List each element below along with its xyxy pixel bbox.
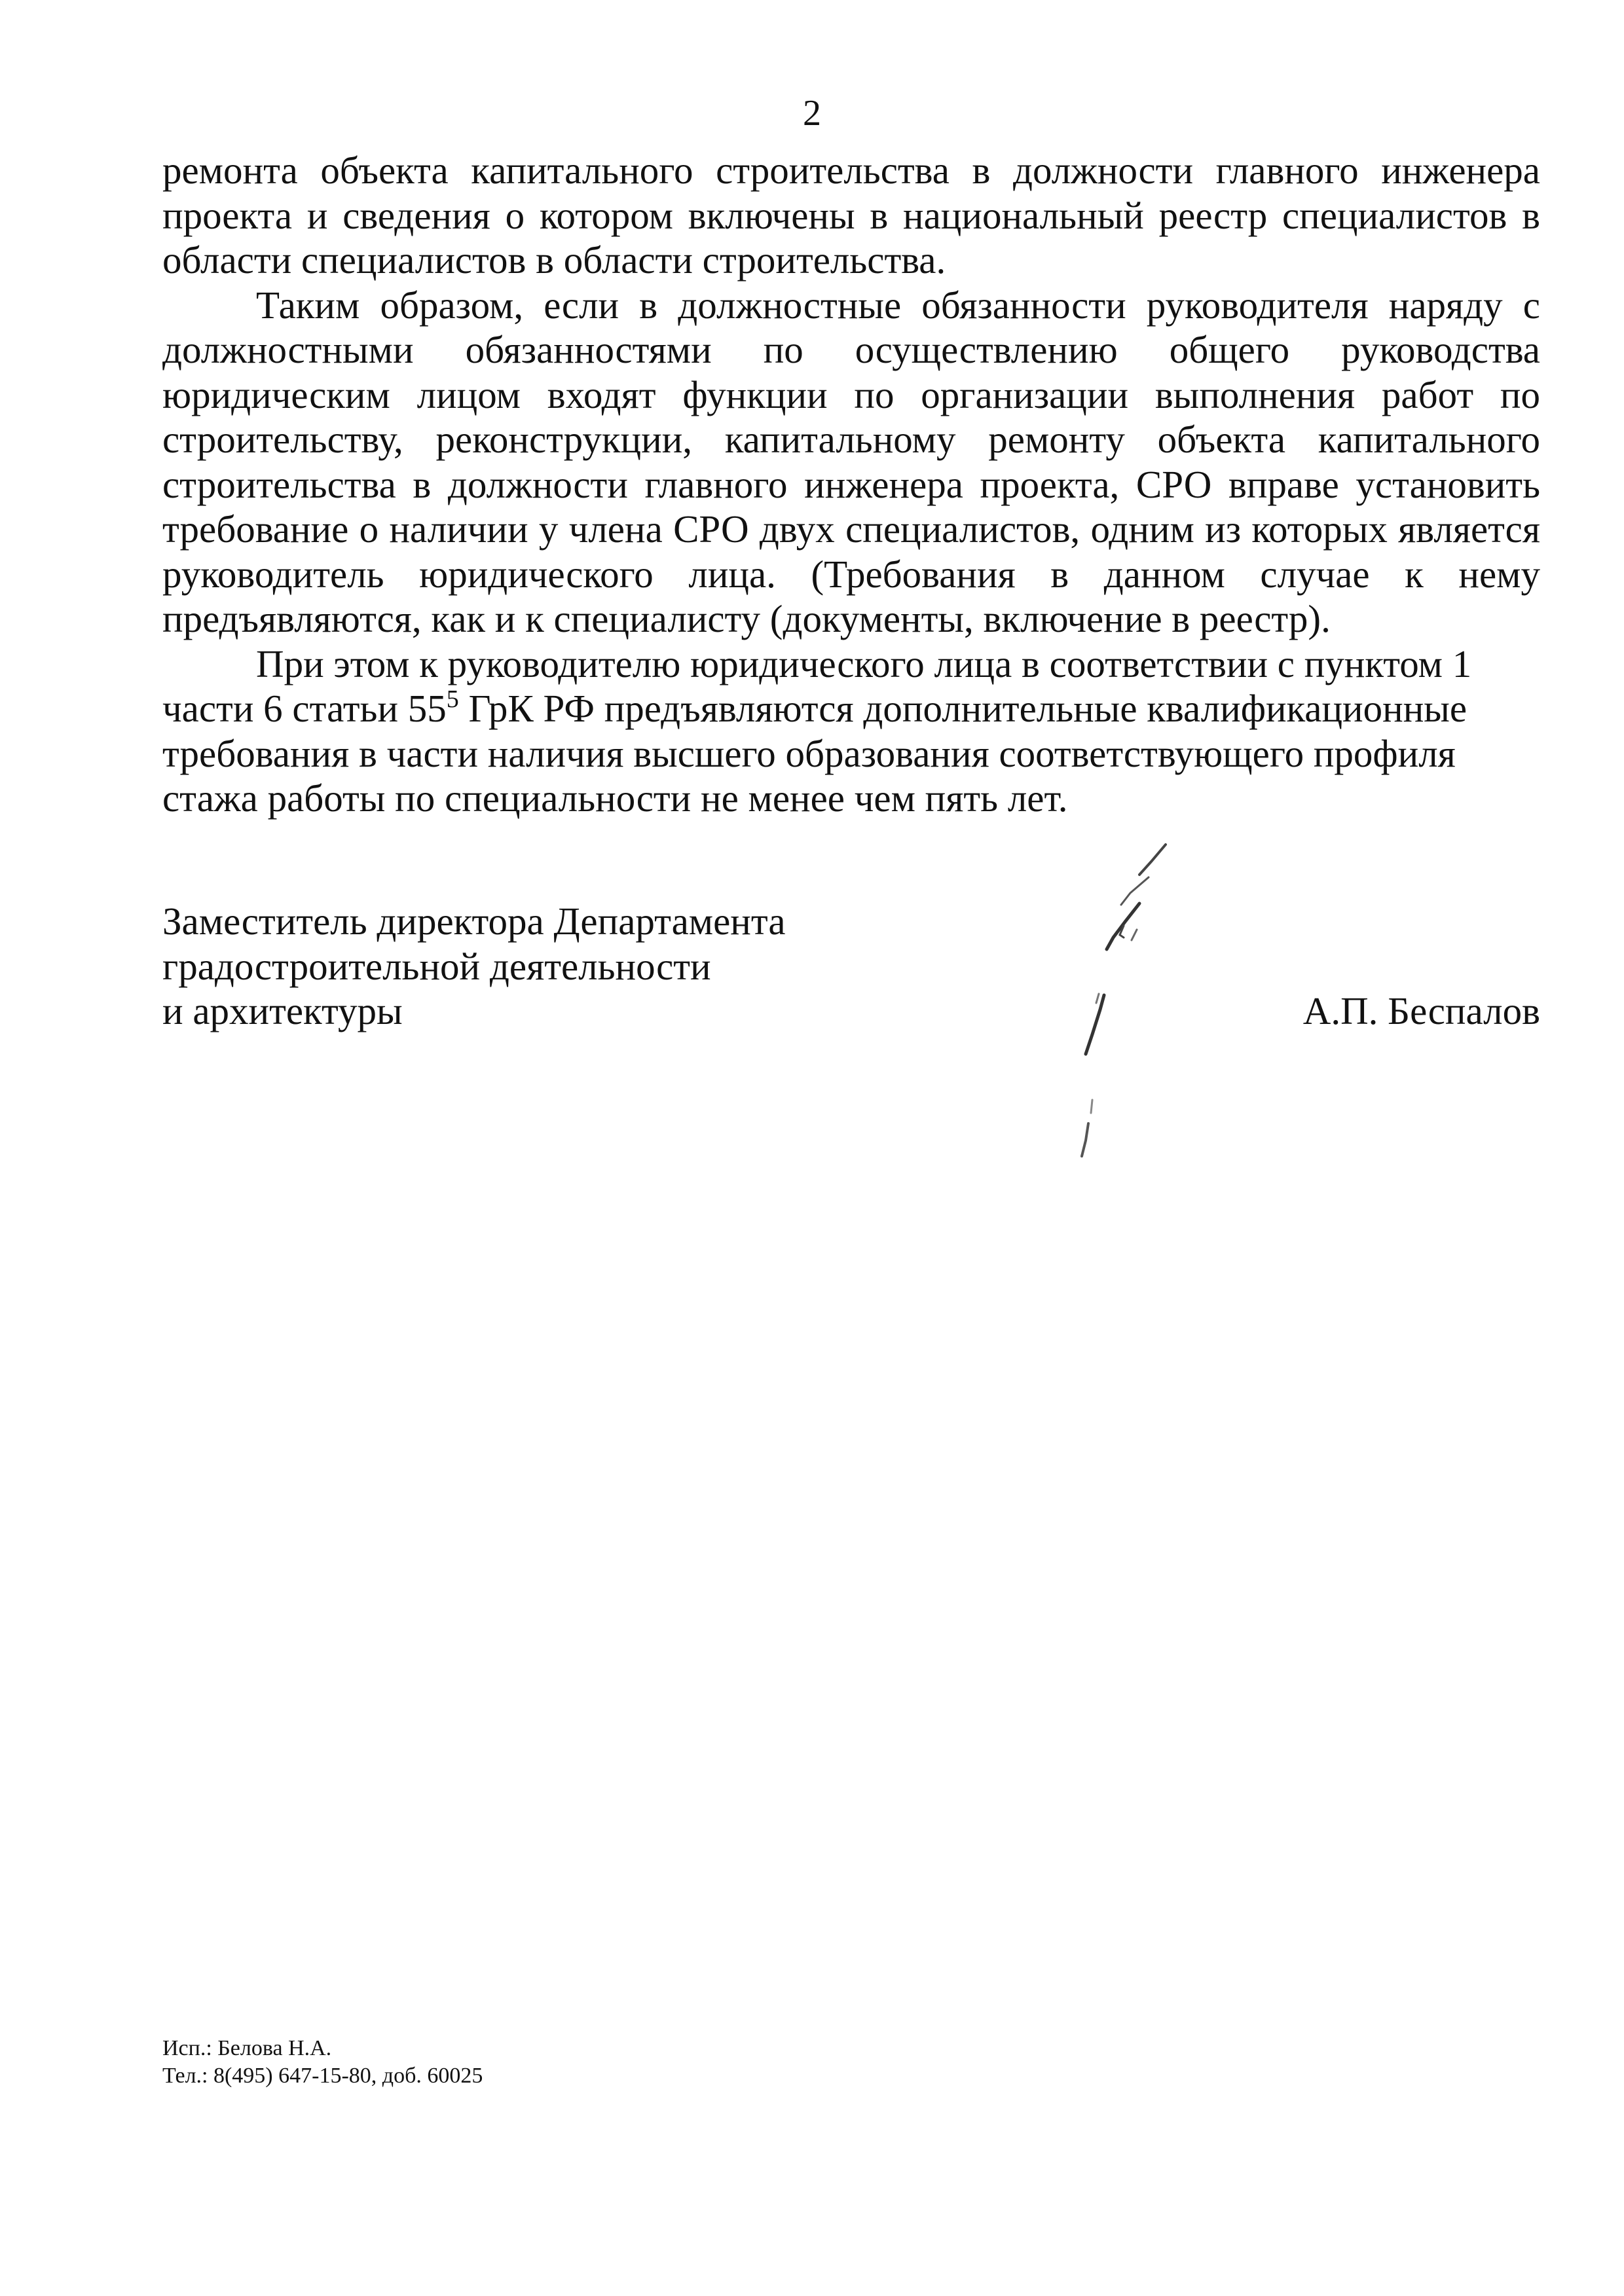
executor-footer bbox=[162, 2035, 483, 2090]
body-text bbox=[162, 148, 1540, 821]
paragraph-requirements-end: ГрК РФ предъявляются дополнительные квалификационные требования в части наличия высшего образования соответствующего профиля стажа работы по специальности не менее чем пять лет. bbox=[162, 687, 1467, 820]
paragraph-continuation: ремонта объекта капитального строительства в должности главного инженера проекта и сведения о котором включены в национальный реестр специалистов в области специалистов в области строительства. bbox=[162, 149, 1540, 282]
signatory-title bbox=[162, 899, 948, 1034]
signatory-title-line: Заместитель директора Департамента bbox=[162, 900, 786, 943]
executor-name: Исп.: Белова Н.А. bbox=[162, 2036, 332, 2060]
paragraph-requirements bbox=[162, 642, 1540, 821]
handwritten-signature bbox=[1008, 838, 1218, 1205]
signatory-name: А.П. Беспалов bbox=[1302, 989, 1540, 1032]
page-number: 2 bbox=[803, 93, 821, 134]
paragraph-requirements-start: При этом к руководителю юридического лица в соответствии с пунктом 1 части 6 статьи 55 bbox=[162, 642, 1472, 730]
signatory-title-line: градостроительной деятельности bbox=[162, 944, 711, 988]
signatory-title-line: и архитектуры bbox=[162, 989, 403, 1032]
paragraph-conclusion: Таким образом, если в должностные обязанности руководителя наряду с должностными обязанностями по осуществлению общего руководства юридическим лицом входят функции по организации выполнения работ по строительству, реконструкции, капитальному ремонту объекта капитального строительства в должности главного инженера проекта, СРО вправе установить требование о наличии у члена СРО двух специалистов, одним из которых является руководитель юридического лица. (Требования в данном случае к нему предъявляются, как и к специалисту (документы, включение в реестр). bbox=[162, 283, 1540, 640]
article-superscript: 5 bbox=[446, 685, 459, 713]
executor-phone: Тел.: 8(495) 647-15-80, доб. 60025 bbox=[162, 2064, 483, 2088]
